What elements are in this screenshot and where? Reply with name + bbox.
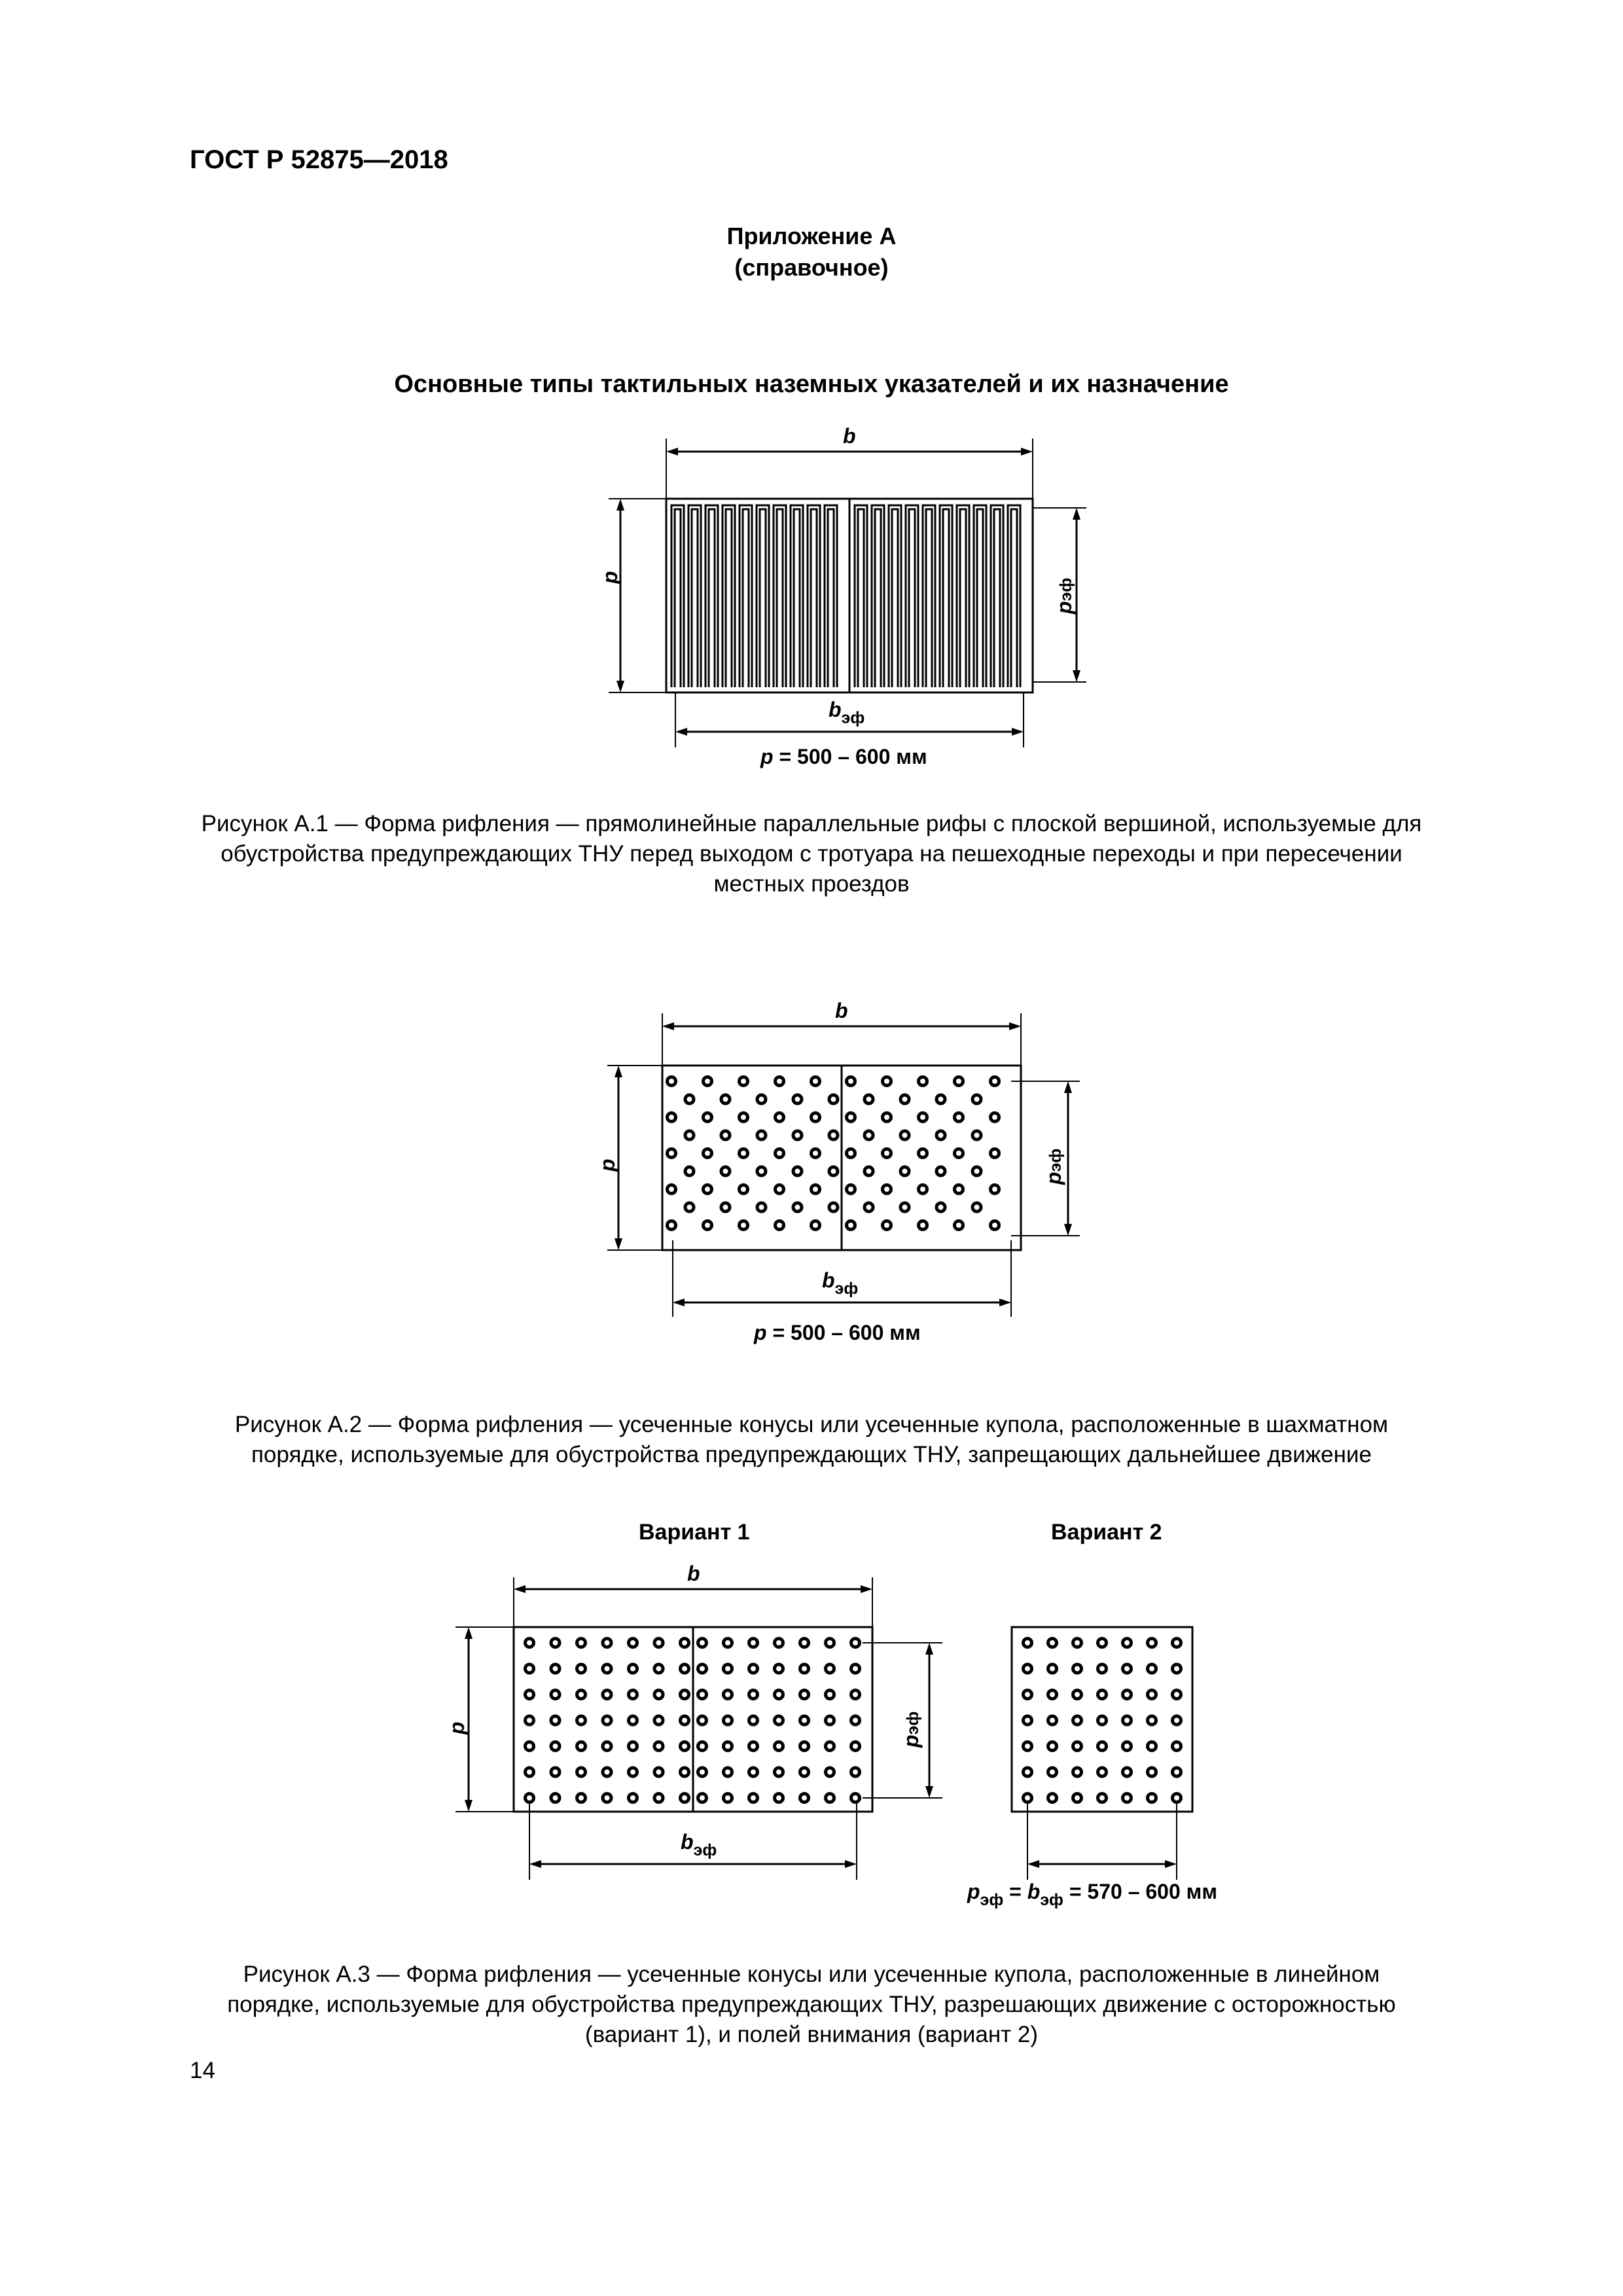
cone-dot — [776, 1185, 784, 1194]
cone-dot — [654, 1691, 663, 1699]
page-number: 14 — [190, 2058, 215, 2083]
cone-dot — [757, 1203, 766, 1211]
cone-dot — [629, 1691, 637, 1699]
cone-dot — [919, 1149, 927, 1158]
cone-dot — [721, 1167, 730, 1175]
figure-a3-peff-sub: эф — [904, 1711, 922, 1735]
cone-dot — [757, 1167, 766, 1175]
cone-dot — [991, 1077, 999, 1086]
cone-dot — [1123, 1794, 1132, 1803]
cone-dot — [901, 1095, 909, 1103]
cone-dot — [1048, 1742, 1057, 1751]
cone-dot — [936, 1131, 945, 1139]
cone-dot — [991, 1221, 999, 1230]
cone-dot — [740, 1185, 748, 1194]
cone-dot — [551, 1639, 560, 1647]
figure-a3-variant2-drawing — [1012, 1627, 1192, 1880]
cone-dot — [681, 1794, 689, 1803]
cone-dot — [812, 1113, 820, 1122]
cone-dot — [724, 1716, 732, 1725]
cone-dot — [775, 1639, 783, 1647]
figure-a3-label-b: b — [687, 1562, 700, 1585]
cone-dot — [883, 1077, 891, 1086]
cone-dot — [1024, 1639, 1032, 1647]
cone-dot — [704, 1149, 712, 1158]
cone-dot — [972, 1131, 981, 1139]
cone-dot — [865, 1095, 873, 1103]
cone-dot — [826, 1639, 834, 1647]
cone-dot — [668, 1221, 676, 1230]
cone-dot — [577, 1768, 586, 1776]
figure-a2-beff-letter: b — [822, 1268, 835, 1292]
cone-dot — [603, 1768, 611, 1776]
cone-dot — [812, 1077, 820, 1086]
cone-dot — [851, 1742, 860, 1751]
cone-dot — [721, 1095, 730, 1103]
figure-a3-formula — [967, 1880, 1217, 1909]
figure-a2-caption-line: порядке, используемые для обустройства предупреждающих ТНУ, запрещающих дальнейшее движение — [251, 1442, 1372, 1467]
cone-dot — [851, 1768, 860, 1776]
cone-dot — [685, 1167, 694, 1175]
cone-dot — [800, 1664, 809, 1673]
cone-dot — [704, 1077, 712, 1086]
cone-dot — [577, 1639, 586, 1647]
cone-dot — [603, 1639, 611, 1647]
standard-header: ГОСТ Р 52875—2018 — [190, 145, 448, 174]
figure-a3-caption-line: порядке, используемые для обустройства предупреждающих ТНУ, разрешающих движение с осторожностью — [227, 1992, 1396, 2017]
cone-dot — [1024, 1742, 1032, 1751]
cone-dot — [800, 1768, 809, 1776]
cone-dot — [901, 1167, 909, 1175]
figure-a1-peff-sub: эф — [1057, 577, 1075, 601]
cone-dot — [603, 1716, 611, 1725]
cone-dot — [972, 1203, 981, 1211]
cone-dot — [668, 1149, 676, 1158]
cone-dot — [851, 1716, 860, 1725]
figure-a1-formula-eq: = — [773, 745, 798, 768]
cone-dot — [1073, 1742, 1082, 1751]
cone-dot — [698, 1716, 707, 1725]
cone-dot — [654, 1664, 663, 1673]
cone-dot — [526, 1639, 534, 1647]
cone-dot — [775, 1716, 783, 1725]
cone-dot — [749, 1716, 758, 1725]
cone-dot — [919, 1221, 927, 1230]
figure-a1-ribs — [671, 505, 1020, 687]
cone-dot — [1123, 1664, 1132, 1673]
cone-dot — [724, 1742, 732, 1751]
cone-dot — [776, 1077, 784, 1086]
cone-dot — [851, 1639, 860, 1647]
figure-a3-peff-letter: p — [899, 1734, 923, 1748]
cone-dot — [681, 1639, 689, 1647]
figure-a2-caption-line: Рисунок А.2 — Форма рифления — усеченные конусы или усеченные купола, расположенные в шахматном — [234, 1412, 1389, 1437]
figure-a1-caption-line: местных проездов — [713, 871, 910, 897]
cone-dot — [654, 1716, 663, 1725]
cone-dot — [991, 1113, 999, 1122]
figure-a3-label-p: p — [445, 1721, 469, 1734]
figure-a1-formula-range: 500 – 600 мм — [797, 745, 927, 768]
cone-dot — [1148, 1716, 1156, 1725]
cone-dot — [800, 1716, 809, 1725]
cone-dot — [1173, 1691, 1181, 1699]
figure-a1-beff-letter: b — [829, 698, 842, 721]
cone-dot — [654, 1794, 663, 1803]
cone-dot — [681, 1691, 689, 1699]
figure-a3-caption-line: Рисунок А.3 — Форма рифления — усеченные конусы или усеченные купола, расположенные в линейном — [243, 1962, 1380, 1987]
cone-dot — [775, 1768, 783, 1776]
figure-a1-label-b: b — [843, 424, 856, 448]
cone-dot — [724, 1794, 732, 1803]
cone-dot — [551, 1664, 560, 1673]
cone-dot — [1048, 1691, 1057, 1699]
cone-dot — [749, 1691, 758, 1699]
cone-dot — [668, 1185, 676, 1194]
figure-a2-label-beff — [822, 1268, 859, 1298]
cone-dot — [826, 1664, 834, 1673]
cone-dot — [1148, 1768, 1156, 1776]
cone-dot — [654, 1639, 663, 1647]
figure-a3-caption-line: (вариант 1), и полей внимания (вариант 2) — [584, 2022, 1039, 2047]
cone-dot — [685, 1131, 694, 1139]
cone-dot — [829, 1131, 838, 1139]
cone-dot — [1048, 1794, 1057, 1803]
figure-a2-label-p: p — [596, 1158, 619, 1172]
cone-dot — [526, 1768, 534, 1776]
cone-dot — [1123, 1768, 1132, 1776]
cone-dot — [847, 1149, 855, 1158]
cone-dot — [577, 1794, 586, 1803]
figure-a2-formula-p: p — [754, 1321, 767, 1344]
cone-dot — [847, 1221, 855, 1230]
cone-dot — [724, 1664, 732, 1673]
cone-dot — [793, 1131, 802, 1139]
cone-dot — [776, 1149, 784, 1158]
figure-a2-peff-sub: эф — [1046, 1148, 1065, 1172]
cone-dot — [577, 1664, 586, 1673]
cone-dot — [800, 1639, 809, 1647]
cone-dot — [1123, 1691, 1132, 1699]
cone-dot — [724, 1691, 732, 1699]
cone-dot — [1024, 1716, 1032, 1725]
cone-dot — [551, 1691, 560, 1699]
cone-dot — [698, 1742, 707, 1751]
cone-dot — [776, 1113, 784, 1122]
cone-dot — [936, 1203, 945, 1211]
cone-dot — [812, 1149, 820, 1158]
cone-dot — [775, 1664, 783, 1673]
cone-dot — [865, 1167, 873, 1175]
cone-dot — [721, 1203, 730, 1211]
cone-dot — [826, 1794, 834, 1803]
cone-dot — [901, 1131, 909, 1139]
cone-dot — [1148, 1664, 1156, 1673]
cone-dot — [1048, 1716, 1057, 1725]
cone-dot — [749, 1742, 758, 1751]
cone-dot — [681, 1742, 689, 1751]
cone-dot — [1073, 1639, 1082, 1647]
cone-dot — [901, 1203, 909, 1211]
cone-dot — [847, 1077, 855, 1086]
cone-dot — [851, 1664, 860, 1673]
cone-dot — [955, 1221, 963, 1230]
figure-a2-beff-sub: эф — [834, 1280, 859, 1298]
cone-dot — [776, 1221, 784, 1230]
figure-a1-caption — [0, 809, 1623, 899]
cone-dot — [1148, 1794, 1156, 1803]
cone-dot — [1073, 1664, 1082, 1673]
cone-dot — [603, 1664, 611, 1673]
cone-dot — [698, 1639, 707, 1647]
cone-dot — [883, 1221, 891, 1230]
figure-a3-formula-b: b — [1027, 1880, 1041, 1903]
cone-dot — [936, 1095, 945, 1103]
cone-dot — [577, 1691, 586, 1699]
figure-a3-formula-range: 570 – 600 мм — [1087, 1880, 1217, 1903]
cone-dot — [704, 1221, 712, 1230]
cone-dot — [865, 1203, 873, 1211]
cone-dot — [1173, 1768, 1181, 1776]
cone-dot — [793, 1203, 802, 1211]
cone-dot — [1024, 1768, 1032, 1776]
cone-dot — [919, 1077, 927, 1086]
cone-dot — [1048, 1768, 1057, 1776]
cone-dot — [883, 1149, 891, 1158]
cone-dot — [629, 1768, 637, 1776]
cone-dot — [800, 1742, 809, 1751]
cone-dot — [812, 1185, 820, 1194]
cone-dot — [1173, 1639, 1181, 1647]
cone-dot — [851, 1691, 860, 1699]
cone-dot — [1148, 1639, 1156, 1647]
cone-dot — [685, 1095, 694, 1103]
cone-dot — [826, 1742, 834, 1751]
cone-dot — [685, 1203, 694, 1211]
cone-dot — [681, 1716, 689, 1725]
cone-dot — [800, 1691, 809, 1699]
cone-dot — [919, 1113, 927, 1122]
figure-a1-caption-line: обустройства предупреждающих ТНУ перед выходом с тротуара на пешеходные переходы и при пересечении — [221, 841, 1402, 867]
cone-dot — [1098, 1664, 1107, 1673]
cone-dot — [826, 1768, 834, 1776]
cone-dot — [629, 1639, 637, 1647]
cone-dot — [1098, 1639, 1107, 1647]
cone-dot — [793, 1167, 802, 1175]
cone-dot — [740, 1149, 748, 1158]
cone-dot — [577, 1716, 586, 1725]
rib-strip — [855, 505, 1020, 687]
cone-dot — [1073, 1716, 1082, 1725]
cone-dot — [1173, 1742, 1181, 1751]
cone-dot — [698, 1768, 707, 1776]
cone-dot — [955, 1077, 963, 1086]
cone-dot — [740, 1221, 748, 1230]
figure-a1-label-p: p — [598, 571, 622, 584]
cone-dot — [629, 1742, 637, 1751]
cone-dot — [740, 1077, 748, 1086]
cone-dot — [629, 1794, 637, 1803]
cone-dot — [526, 1742, 534, 1751]
figure-a1-label-peff — [1052, 578, 1077, 614]
cone-dot — [1098, 1691, 1107, 1699]
cone-dot — [1024, 1794, 1032, 1803]
cone-dot — [955, 1113, 963, 1122]
cone-dot — [1173, 1716, 1181, 1725]
figure-a3-formula-eq1: = — [1003, 1880, 1027, 1903]
figure-a3-formula-p-sub: эф — [980, 1891, 1004, 1909]
cone-dot — [775, 1742, 783, 1751]
figure-a3-label-beff — [681, 1830, 717, 1859]
cone-dot — [847, 1185, 855, 1194]
figure-a2-formula — [754, 1321, 921, 1345]
cone-dot — [526, 1794, 534, 1803]
cone-dot — [829, 1203, 838, 1211]
cone-dot — [721, 1131, 730, 1139]
cone-dot — [1148, 1691, 1156, 1699]
cone-dot — [551, 1794, 560, 1803]
rib-strip — [671, 505, 837, 687]
cone-dot — [1123, 1742, 1132, 1751]
cone-dot — [829, 1167, 838, 1175]
cone-dot — [936, 1167, 945, 1175]
cone-dot — [749, 1664, 758, 1673]
cone-dot — [919, 1185, 927, 1194]
cone-dot — [829, 1095, 838, 1103]
cone-dot — [991, 1185, 999, 1194]
cone-dot — [775, 1794, 783, 1803]
cone-dot — [526, 1664, 534, 1673]
cone-dot — [724, 1639, 732, 1647]
figure-a2-caption — [0, 1410, 1623, 1470]
cone-dot — [1173, 1664, 1181, 1673]
figure-a3-beff-letter: b — [681, 1830, 694, 1854]
figure-a3-caption — [0, 1960, 1623, 2050]
cone-dot — [526, 1691, 534, 1699]
cone-dot — [826, 1691, 834, 1699]
figure-a2-formula-range: 500 – 600 мм — [791, 1321, 921, 1344]
cone-dot — [698, 1794, 707, 1803]
cone-dot — [629, 1664, 637, 1673]
cone-dot — [1073, 1794, 1082, 1803]
cone-dot — [972, 1095, 981, 1103]
cone-dot — [668, 1077, 676, 1086]
cone-dot — [698, 1664, 707, 1673]
figure-a2-dots — [668, 1077, 999, 1230]
cone-dot — [1073, 1768, 1082, 1776]
cone-dot — [749, 1639, 758, 1647]
cone-dot — [551, 1768, 560, 1776]
cone-dot — [1048, 1639, 1057, 1647]
section-title: Основные типы тактильных наземных указателей и их назначение — [394, 370, 1229, 398]
cone-dot — [1073, 1691, 1082, 1699]
appendix-status: (справочное) — [734, 254, 889, 281]
cone-dot — [1098, 1794, 1107, 1803]
cone-dot — [724, 1768, 732, 1776]
cone-dot — [1048, 1664, 1057, 1673]
figure-a2-label-peff — [1042, 1149, 1066, 1185]
cone-dot — [1024, 1691, 1032, 1699]
figure-a3-formula-p: p — [967, 1880, 980, 1903]
figure-a1-formula-p: p — [760, 745, 774, 768]
figure-a2-peff-letter: p — [1042, 1172, 1065, 1185]
cone-dot — [883, 1185, 891, 1194]
cone-dot — [1173, 1794, 1181, 1803]
figure-a1-peff-letter: p — [1052, 601, 1076, 614]
cone-dot — [955, 1149, 963, 1158]
cone-dot — [681, 1664, 689, 1673]
cone-dot — [1148, 1742, 1156, 1751]
figure-a3-beff-sub: эф — [693, 1841, 717, 1859]
cone-dot — [793, 1095, 802, 1103]
cone-dot — [654, 1742, 663, 1751]
cone-dot — [704, 1113, 712, 1122]
cone-dot — [1123, 1639, 1132, 1647]
cone-dot — [800, 1794, 809, 1803]
cone-dot — [551, 1742, 560, 1751]
cone-dot — [883, 1113, 891, 1122]
cone-dot — [1098, 1716, 1107, 1725]
cone-dot — [991, 1149, 999, 1158]
cone-dot — [865, 1131, 873, 1139]
figure-a3-variant1-label: Вариант 1 — [639, 1520, 750, 1545]
cone-dot — [681, 1768, 689, 1776]
cone-dot — [1098, 1742, 1107, 1751]
cone-dot — [704, 1185, 712, 1194]
figure-a1-caption-line: Рисунок А.1 — Форма рифления — прямолинейные параллельные рифы с плоской вершиной, используемые для — [201, 811, 1422, 836]
cone-dot — [757, 1131, 766, 1139]
cone-dot — [551, 1716, 560, 1725]
cone-dot — [851, 1794, 860, 1803]
figure-a3-formula-b-sub: эф — [1040, 1891, 1063, 1909]
cone-dot — [603, 1794, 611, 1803]
figure-a2-label-b: b — [835, 999, 848, 1022]
cone-dot — [775, 1691, 783, 1699]
cone-dot — [698, 1691, 707, 1699]
figure-a3-v2-dots — [1024, 1639, 1181, 1803]
cone-dot — [526, 1716, 534, 1725]
cone-dot — [955, 1185, 963, 1194]
figure-a1-beff-sub: эф — [841, 709, 865, 727]
cone-dot — [972, 1167, 981, 1175]
cone-dot — [1024, 1664, 1032, 1673]
cone-dot — [1098, 1768, 1107, 1776]
cone-dot — [740, 1113, 748, 1122]
cone-dot — [847, 1113, 855, 1122]
cone-dot — [577, 1742, 586, 1751]
appendix-title: Приложение А — [726, 223, 897, 249]
cone-dot — [1123, 1716, 1132, 1725]
cone-dot — [668, 1113, 676, 1122]
figure-a3-label-peff — [899, 1712, 923, 1748]
cone-dot — [749, 1794, 758, 1803]
cone-dot — [757, 1095, 766, 1103]
figure-a1-formula — [760, 745, 927, 769]
cone-dot — [629, 1716, 637, 1725]
cone-dot — [749, 1768, 758, 1776]
figure-a1-label-beff — [829, 698, 865, 727]
cone-dot — [603, 1742, 611, 1751]
cone-dot — [812, 1221, 820, 1230]
figure-a3-formula-eq2: = — [1063, 1880, 1088, 1903]
cone-dot — [826, 1716, 834, 1725]
cone-dot — [654, 1768, 663, 1776]
figure-a2-formula-eq: = — [766, 1321, 791, 1344]
cone-dot — [603, 1691, 611, 1699]
figure-a3-variant2-label: Вариант 2 — [1051, 1520, 1162, 1545]
